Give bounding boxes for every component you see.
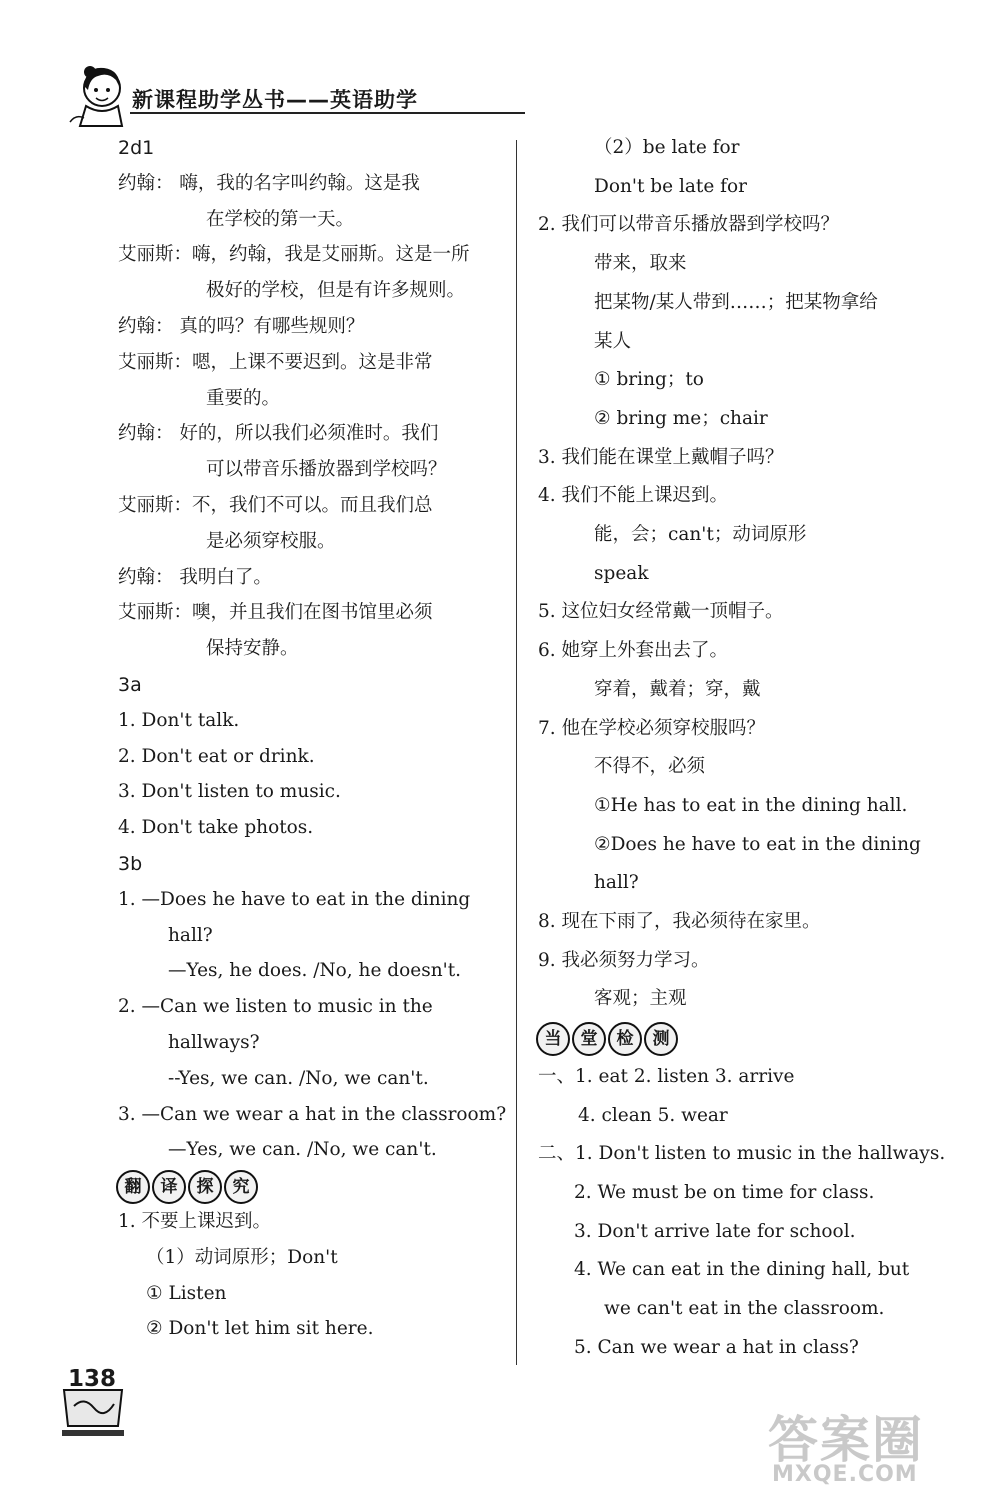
text-line: 约翰： 我明白了。 (118, 566, 272, 588)
section-label: 2d1 (118, 137, 155, 159)
text-line: 艾丽斯：不，我们不可以。而且我们总 (118, 495, 433, 516)
text-line: hall? (594, 872, 639, 894)
badge-char: 探 (188, 1170, 222, 1204)
text-line: 4. 我们不能上课迟到。 (538, 485, 729, 507)
text-line: 约翰： 真的吗？有哪些规则？ (118, 316, 365, 337)
text-line: 9. 我必须努力学习。 (538, 949, 710, 971)
text-line: 3. Don't arrive late for school. (574, 1220, 856, 1242)
text-line: 2. We must be on time for class. (574, 1181, 875, 1203)
text-line: 4. We can eat in the dining hall, but (574, 1259, 910, 1281)
text-line: 3. —Can we wear a hat in the classroom? (118, 1103, 507, 1125)
text-line: 1. 不要上课迟到。 (118, 1211, 272, 1232)
text-line: 能，会；can't；动词原形 (594, 524, 807, 545)
watermark (768, 1400, 993, 1495)
text-line: 约翰： 嗨，我的名字叫约翰。这是我 (118, 172, 420, 194)
text-line: 带来，取来 (594, 253, 687, 275)
text-line: 3. 我们能在课堂上戴帽子吗？ (538, 446, 784, 468)
header-title: 新课程助学丛书——英语助学 (132, 88, 418, 112)
text-line: ② Don't let him sit here. (146, 1318, 374, 1340)
text-line: 把某物/某人带到……；把某物拿给 (594, 291, 878, 313)
section-label: 3b (118, 853, 143, 875)
text-line: ① Listen (146, 1282, 227, 1304)
badge-char: 翻 (116, 1170, 150, 1204)
section-label: 3a (118, 674, 142, 696)
text-line: 保持安静。 (206, 638, 299, 660)
text-line: 6. 她穿上外套出去了。 (538, 640, 729, 662)
header-rule (130, 112, 525, 114)
girl-mascot-icon (68, 60, 130, 128)
text-line: 5. 这位妇女经常戴一顶帽子。 (538, 601, 784, 623)
text-line: 2. —Can we listen to music in the (118, 996, 433, 1018)
text-line: --Yes, we can. /No, we can't. (168, 1067, 429, 1089)
text-line: （1）动词原形；Don't (146, 1246, 338, 1268)
badge-char: 译 (152, 1170, 186, 1204)
badge-char: 当 (536, 1022, 570, 1056)
text-line: 某人 (594, 330, 632, 352)
text-line: —Yes, he does. /No, he doesn't. (168, 960, 462, 982)
text-line: 约翰： 好的，所以我们必须准时。我们 (118, 423, 439, 445)
text-line: 艾丽斯：嗨，约翰，我是艾丽斯。这是一所 (118, 244, 470, 266)
badge-char: 检 (608, 1022, 642, 1056)
text-line: ②Does he have to eat in the dining (594, 833, 921, 855)
text-line: ① bring；to (594, 369, 704, 391)
text-line: 在学校的第一天。 (206, 208, 355, 230)
text-line: 艾丽斯：噢，并且我们在图书馆里必须 (118, 602, 433, 624)
text-line: 可以带音乐播放器到学校吗？ (206, 459, 447, 481)
text-line: hall? (168, 924, 213, 946)
text-line: 5. Can we wear a hat in class? (574, 1336, 859, 1358)
text-line: 7. 他在学校必须穿校服吗？ (538, 717, 766, 739)
text-line: 1. —Does he have to eat in the dining (118, 888, 471, 910)
text-line: speak (594, 562, 649, 584)
text-line: 2. 我们可以带音乐播放器到学校吗？ (538, 214, 840, 236)
section-badge (116, 1170, 260, 1204)
column-divider (516, 140, 517, 1365)
text-line: 1. Don't talk. (118, 709, 240, 731)
text-line: 重要的。 (206, 387, 281, 409)
text-line: hallways? (168, 1032, 260, 1053)
text-line: 客观；主观 (594, 988, 687, 1010)
text-line: Don't be late for (594, 175, 747, 197)
watermark-url: MXQE.COM (772, 1462, 918, 1487)
text-line: 极好的学校，但是有许多规则。 (206, 280, 466, 302)
watermark-logo-text: 答案圈 (768, 1411, 924, 1469)
text-line: ② bring me；chair (594, 407, 768, 429)
badge-char: 测 (644, 1022, 678, 1056)
badge-char: 堂 (572, 1022, 606, 1056)
text-line: 3. Don't listen to music. (118, 781, 341, 803)
page-number: 138 (68, 1366, 117, 1392)
text-line: 4. clean 5. wear (578, 1104, 728, 1126)
text-line: 不得不，必须 (594, 756, 706, 778)
text-line: ①He has to eat in the dining hall. (594, 794, 908, 816)
text-line: 4. Don't take photos. (118, 817, 314, 839)
text-line: 艾丽斯：嗯，上课不要迟到。这是非常 (118, 351, 433, 373)
text-line: we can't eat in the classroom. (604, 1298, 885, 1319)
page-header (60, 58, 470, 128)
text-line: 2. Don't eat or drink. (118, 745, 315, 767)
page-number-badge (60, 1360, 126, 1438)
text-line: 二、1. Don't listen to music in the hallways. (538, 1143, 946, 1165)
text-line: 是必须穿校服。 (206, 530, 336, 552)
badge-char: 究 (224, 1170, 258, 1204)
text-line: （2）be late for (594, 137, 740, 158)
section-badge (536, 1022, 680, 1056)
text-line: 穿着，戴着；穿，戴 (594, 678, 761, 700)
text-line: —Yes, we can. /No, we can't. (168, 1139, 437, 1161)
text-line: 8. 现在下雨了，我必须待在家里。 (538, 911, 821, 932)
text-line: 一、1. eat 2. listen 3. arrive (538, 1065, 795, 1087)
